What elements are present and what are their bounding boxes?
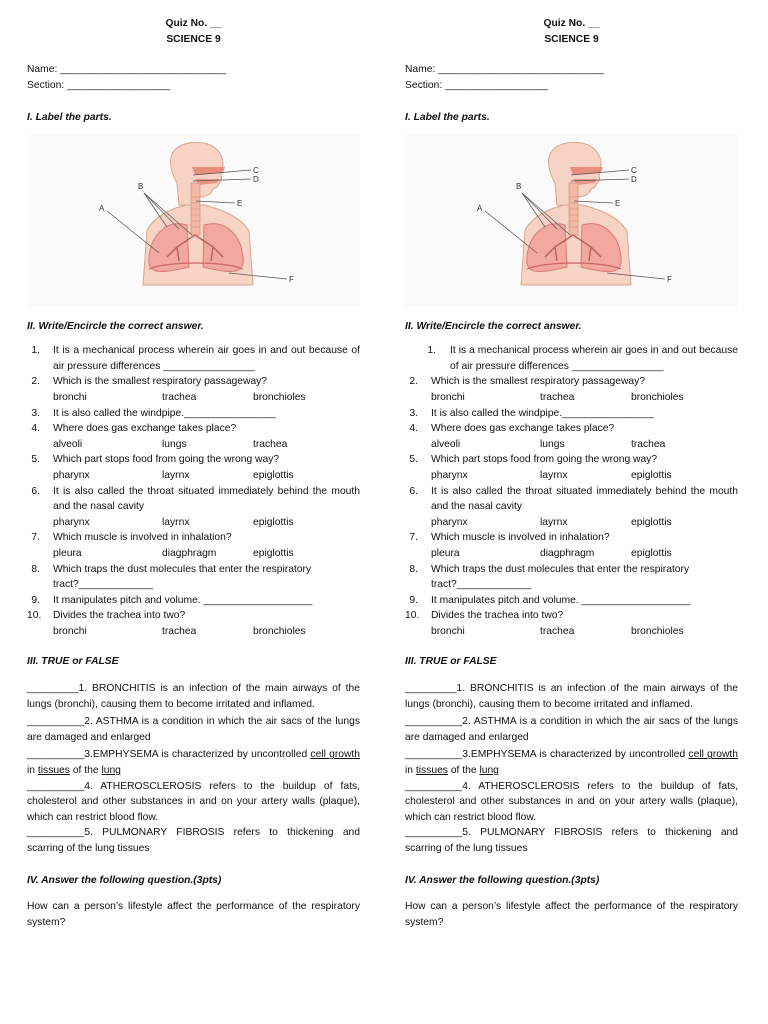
answer-options[interactable]: bronchi trachea bronchioles xyxy=(53,391,306,403)
tf-item: __________2. ASTHMA is a condition in which the air sacs of the lungs are damaged and enlarged xyxy=(27,716,360,743)
question-item: 3. It is also called the windpipe.________________ xyxy=(31,407,276,419)
answer-options[interactable]: bronchi trachea bronchioles xyxy=(431,391,684,403)
subject-title: SCIENCE 9 xyxy=(166,34,221,45)
part4-title: IV. Answer the following question.(3pts) xyxy=(405,874,600,886)
question-item: 6. It is also called the throat situated immediately behind the mouth and the nasal cavity pharynx layrnx epiglottis xyxy=(405,484,738,531)
respiratory-diagram xyxy=(405,135,738,307)
tf-item: _________1. BRONCHITIS is an infection of the main airways of the lungs (bronchi), causing them to become irritated and inflamed. xyxy=(27,683,360,710)
answer-options[interactable]: pleura diagphragm epiglottis xyxy=(431,547,672,559)
part3-title: III. TRUE or FALSE xyxy=(27,656,119,668)
quiz-copy-right xyxy=(405,16,738,930)
tf-item: __________3.EMPHYSEMA is characterized by uncontrolled cell growth in tissues of the lung xyxy=(27,749,360,777)
question-item: 5. Which part stops food from going the wrong way? pharynx layrnx epiglottis xyxy=(405,452,738,483)
question-item: 7. Which muscle is involved in inhalation? pleura diagphragm epiglottis xyxy=(405,530,738,561)
student-info xyxy=(27,62,360,94)
quiz-number: Quiz No. __ xyxy=(543,18,600,29)
subject-title: SCIENCE 9 xyxy=(544,34,599,45)
tf-item: __________3.EMPHYSEMA is characterized by uncontrolled cell growth in tissues of the lung xyxy=(405,749,738,777)
question-item: 4. Where does gas exchange takes place? alveoli lungs trachea xyxy=(405,421,738,452)
label-e: E xyxy=(237,198,243,208)
label-c: C xyxy=(253,165,259,175)
essay-question: How can a person’s lifestyle affect the performance of the respiratory system? xyxy=(405,901,738,928)
answer-options[interactable]: pharynx layrnx epiglottis xyxy=(53,516,294,528)
question-item: 6. It is also called the throat situated immediately behind the mouth and the nasal cavity pharynx layrnx epiglottis xyxy=(27,484,360,531)
tf-item: __________5. PULMONARY FIBROSIS refers to thickening and scarring of the lung tissues xyxy=(27,827,360,854)
answer-options[interactable]: pleura diagphragm epiglottis xyxy=(53,547,294,559)
question-list xyxy=(27,343,360,639)
answer-options[interactable]: pharynx layrnx epiglottis xyxy=(53,469,294,481)
section-field[interactable]: Section: __________________ xyxy=(405,80,549,91)
question-item: 8. Which traps the dust molecules that enter the respiratory tract?_____________ xyxy=(409,563,690,591)
quiz-header xyxy=(405,16,738,48)
question-item: 8. Which traps the dust molecules that enter the respiratory tract?_____________ xyxy=(31,563,312,591)
tf-item: __________4. ATHEROSCLEROSIS refers to the buildup of fats, cholesterol and other substances in and on your artery walls (plaque), which can restrict blood flow. xyxy=(405,780,738,823)
label-a: A xyxy=(99,203,105,213)
question-item: 1. It is a mechanical process wherein air goes in and out because of air pressure differences ________________ xyxy=(31,345,360,372)
name-field[interactable]: Name: _____________________________ xyxy=(405,64,605,75)
answer-options[interactable]: pharynx layrnx epiglottis xyxy=(431,469,672,481)
answer-options[interactable]: alveoli lungs trachea xyxy=(53,438,288,450)
part1-title: I. Label the parts. xyxy=(27,112,112,123)
part1-title: I. Label the parts. xyxy=(405,112,490,123)
part4-title: IV. Answer the following question.(3pts) xyxy=(27,874,222,886)
question-item: 10. Divides the trachea into two? bronchi trachea bronchioles xyxy=(27,608,360,639)
question-item: 1. It is a mechanical process wherein air goes in and out because of air pressure differences ________________ xyxy=(427,345,738,372)
label-b: B xyxy=(516,181,522,191)
true-false-list xyxy=(405,681,738,857)
label-d: D xyxy=(631,174,637,184)
label-e: E xyxy=(615,198,621,208)
question-item: 9. It manipulates pitch and volume. ___________________ xyxy=(31,594,313,606)
student-info xyxy=(405,62,738,94)
answer-options[interactable]: bronchi trachea bronchioles xyxy=(53,625,306,637)
tf-item: _________1. BRONCHITIS is an infection of the main airways of the lungs (bronchi), causing them to become irritated and inflamed. xyxy=(405,683,738,710)
true-false-list xyxy=(27,681,360,857)
section-field[interactable]: Section: __________________ xyxy=(27,80,171,91)
label-a: A xyxy=(477,203,483,213)
question-item: 9. It manipulates pitch and volume. ___________________ xyxy=(409,594,691,606)
question-item: 3. It is also called the windpipe.________________ xyxy=(409,407,654,419)
name-field[interactable]: Name: _____________________________ xyxy=(27,64,227,75)
label-b: B xyxy=(138,181,144,191)
answer-options[interactable]: alveoli lungs trachea xyxy=(431,438,666,450)
question-item: 7. Which muscle is involved in inhalation? pleura diagphragm epiglottis xyxy=(27,530,360,561)
tf-item: __________2. ASTHMA is a condition in which the air sacs of the lungs are damaged and enlarged xyxy=(405,716,738,743)
question-item: 4. Where does gas exchange takes place? alveoli lungs trachea xyxy=(27,421,360,452)
quiz-number: Quiz No. __ xyxy=(165,18,222,29)
tf-item: __________4. ATHEROSCLEROSIS refers to the buildup of fats, cholesterol and other substances in and on your artery walls (plaque), which can restrict blood flow. xyxy=(27,780,360,823)
quiz-header xyxy=(27,16,360,48)
label-d: D xyxy=(253,174,259,184)
question-item: 10. Divides the trachea into two? bronchi trachea bronchioles xyxy=(405,608,738,639)
respiratory-diagram xyxy=(27,135,360,307)
question-item: 5. Which part stops food from going the wrong way? pharynx layrnx epiglottis xyxy=(27,452,360,483)
part2-title: II. Write/Encircle the correct answer. xyxy=(405,320,582,332)
label-c: C xyxy=(631,165,637,175)
essay-question: How can a person’s lifestyle affect the performance of the respiratory system? xyxy=(27,901,360,928)
part3-title: III. TRUE or FALSE xyxy=(405,656,497,668)
question-list xyxy=(405,343,738,639)
question-item: 2. Which is the smallest respiratory passageway? bronchi trachea bronchioles xyxy=(27,374,360,405)
tf-item: __________5. PULMONARY FIBROSIS refers to thickening and scarring of the lung tissues xyxy=(405,827,738,854)
quiz-copy-left xyxy=(27,16,360,930)
label-f: F xyxy=(289,274,294,284)
answer-options[interactable]: pharynx layrnx epiglottis xyxy=(431,516,672,528)
answer-options[interactable]: bronchi trachea bronchioles xyxy=(431,625,684,637)
label-f: F xyxy=(667,274,672,284)
question-item: 2. Which is the smallest respiratory passageway? bronchi trachea bronchioles xyxy=(405,374,738,405)
part2-title: II. Write/Encircle the correct answer. xyxy=(27,320,204,332)
